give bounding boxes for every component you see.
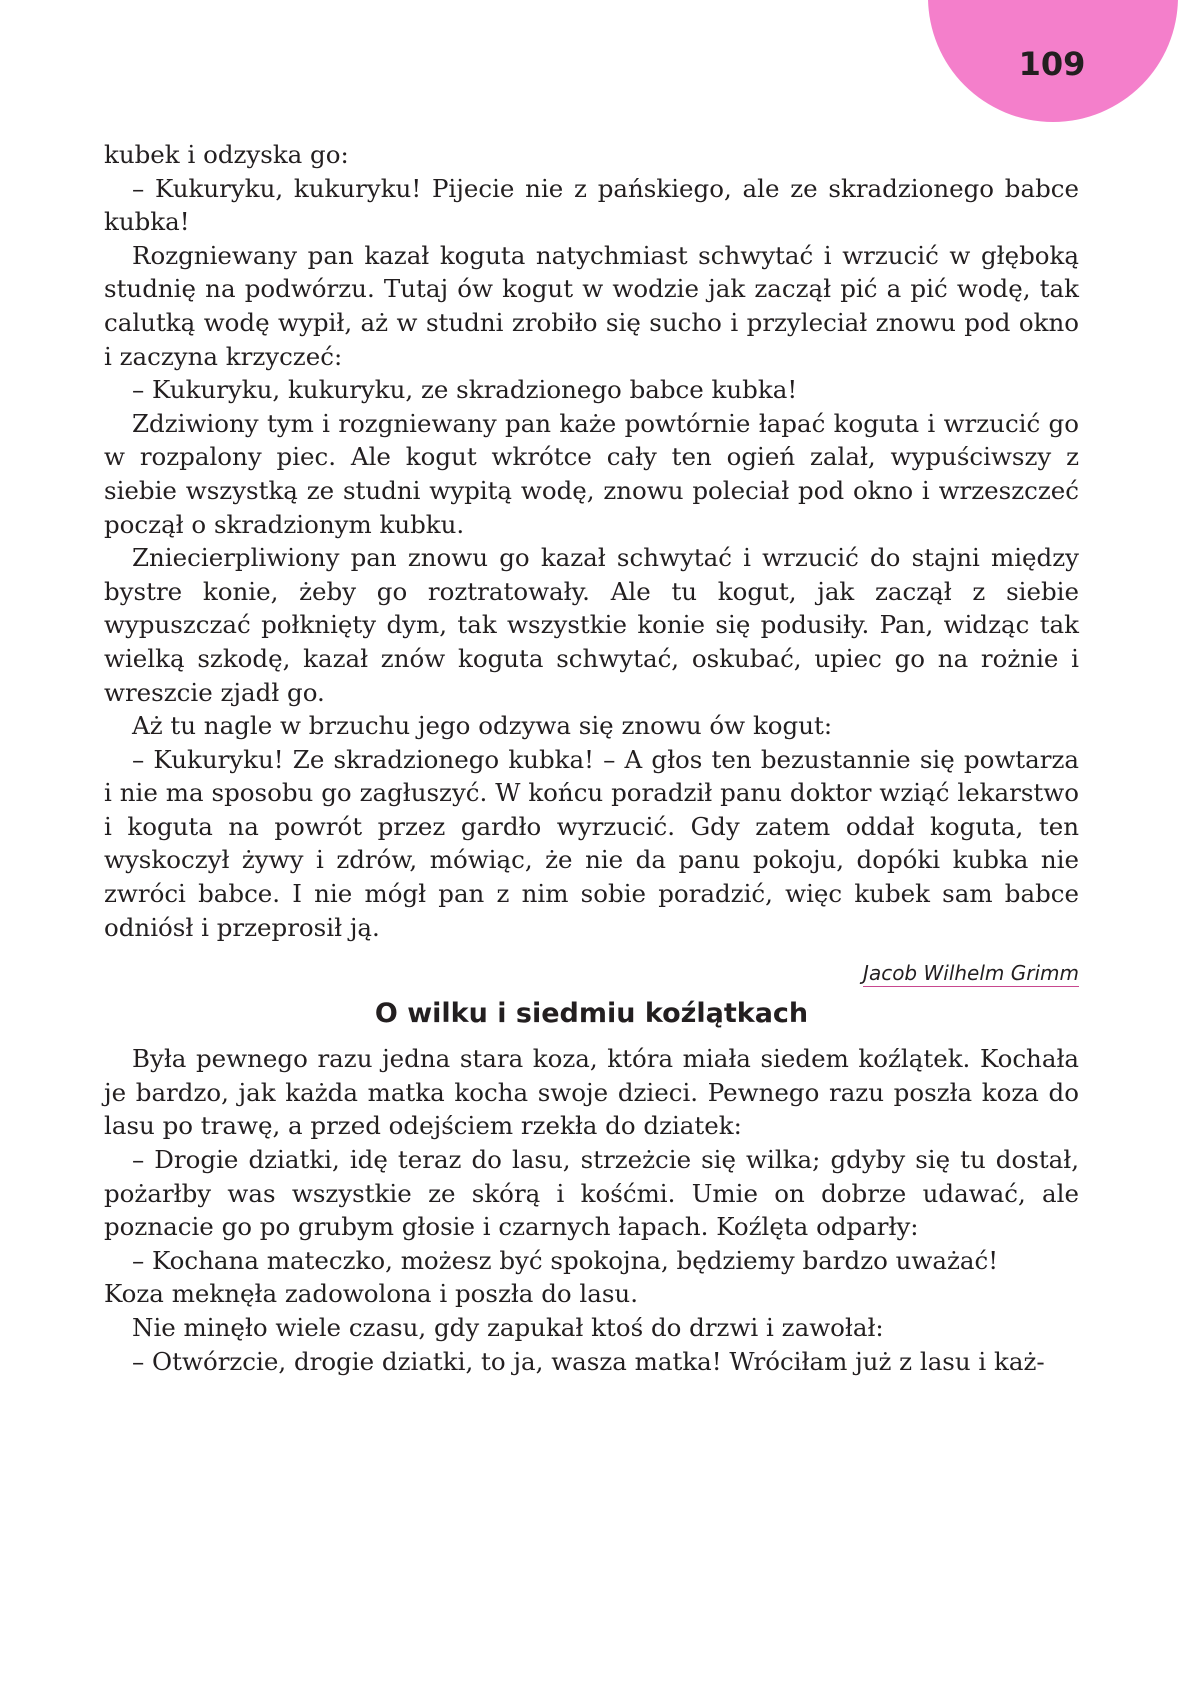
paragraph: Rozgniewany pan kazał koguta natychmiast schwytać i wrzucić w głęboką studnię na podwórzu. Tutaj ów kogut w wodzie jak zaczął pić a pić wodę, tak calutką wodę wypił, aż w studni zrobiło się sucho i przyleciał znowu pod okno i zaczyna krzyczeć: xyxy=(104,240,1079,371)
paragraph: – Kukuryku! Ze skradzionego kubka! – A głos ten bezustannie się powtarza i nie ma sposobu go zagłuszyć. W końcu poradził panu doktor wziąć lekarstwo i koguta na powrót przez gardło wyrzucić. Gdy zatem oddał koguta, ten wyskoczył żywy i zdrów, mówiąc, że nie da panu pokoju, dopóki kubka nie zwróci babce. I nie mógł pan z nim sobie poradzić, więc kubek sam babce odniósł i przeprosił ją. xyxy=(104,744,1079,942)
story-title: O wilku i siedmiu koźlątkach xyxy=(374,998,809,1030)
paragraph: – Drogie dziatki, idę teraz do lasu, strzeżcie się wilka; gdyby się tu dostał, pożarłby was wszystkie ze skórą i kośćmi. Umie on dobrze udawać, ale poznacie go po grubym głosie i czarnych łapach. Koźlęta odparły: xyxy=(104,1145,1079,1242)
section-2 xyxy=(104,996,1079,1378)
page-content xyxy=(104,138,1079,1378)
paragraph: – Kochana mateczko, możesz być spokojna, będziemy bardzo uważać! xyxy=(132,1245,999,1275)
paragraph: Nie minęło wiele czasu, gdy zapukał ktoś do drzwi i zawołał: xyxy=(132,1313,884,1342)
paragraph: Aż tu nagle w brzuchu jego odzywa się znowu ów kogut: xyxy=(132,711,833,741)
paragraph: – Kukuryku, kukuryku! Pijecie nie z pańskiego, ale ze skradzionego babce kubka! xyxy=(104,173,1079,237)
paragraph: Zniecierpliwiony pan znowu go kazał schwytać i wrzucić do stajni między bystre konie, żeby go roztratowały. Ale tu kogut, jak zaczął z siebie wypuszczać połknięty dym, tak wszystkie konie się podusiły. Pan, widząc tak wielką szkodę, kazał znów koguta schwytać, oskubać, upiec go na rożnie i wreszcie zjadł go. xyxy=(104,543,1079,707)
paragraph: Była pewnego razu jedna stara koza, która miała siedem koźlątek. Kochała je bardzo, jak każda matka kocha swoje dzieci. Pewnego razu poszła koza do lasu po trawę, a przed odejściem rzekła do dziatek: xyxy=(104,1044,1079,1141)
paragraph: Zdziwiony tym i rozgniewany pan każe powtórnie łapać koguta i wrzucić go w rozpalony piec. Ale kogut wkrótce cały ten ogień zalał, wypuściwszy z siebie wszystką ze studni wypitą wodę, znowu poleciał pod okno i wrzeszczeć począł o skradzionym kubku. xyxy=(104,408,1079,539)
page-number: 109 xyxy=(1018,45,1086,83)
paragraph: Koza meknęła zadowolona i poszła do lasu. xyxy=(104,1279,638,1309)
author-name: Jacob Wilhelm Grimm xyxy=(863,961,1079,986)
author-attribution xyxy=(104,960,1079,986)
paragraph: – Kukuryku, kukuryku, ze skradzionego babce kubka! xyxy=(132,375,798,405)
section-1 xyxy=(104,138,1079,986)
paragraph: kubek i odzyska go: xyxy=(104,140,349,169)
paragraph: – Otwórzcie, drogie dziatki, to ja, wasza matka! Wróciłam już z lasu i każ- xyxy=(132,1346,1045,1376)
